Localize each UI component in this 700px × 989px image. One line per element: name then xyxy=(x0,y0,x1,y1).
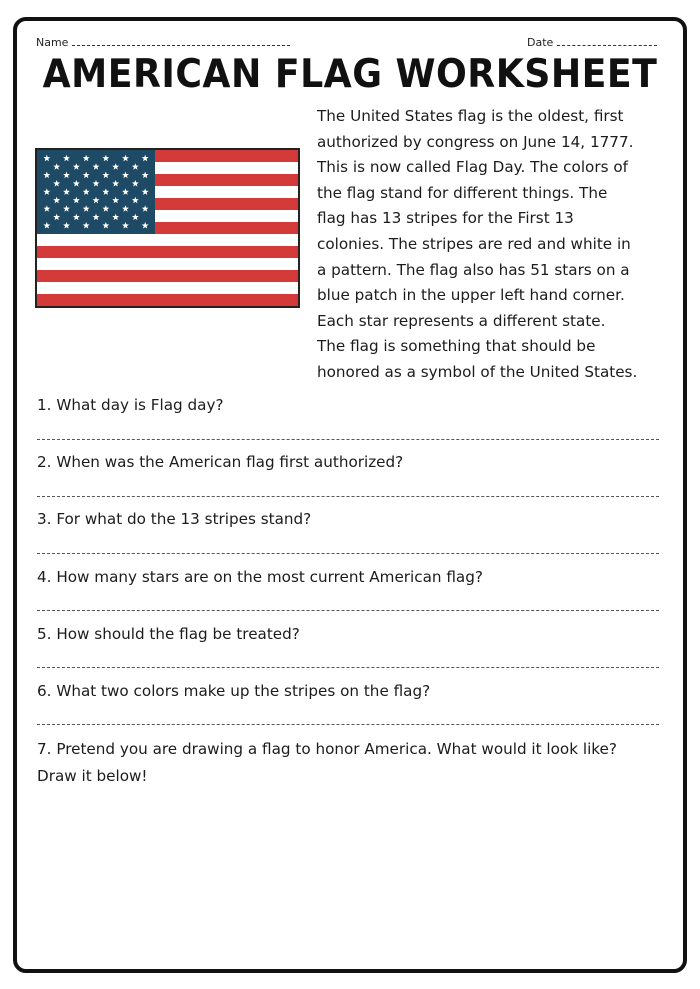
passage-line: blue patch in the upper left hand corner. xyxy=(317,286,625,305)
name-input-line[interactable] xyxy=(72,37,290,46)
date-input-line[interactable] xyxy=(557,37,657,46)
question-4: 4. How many stars are on the most current American flag? xyxy=(37,568,483,586)
passage-line: the flag stand for different things. The xyxy=(317,183,608,202)
question-7-continued: Draw it below! xyxy=(37,767,148,785)
drawing-area[interactable] xyxy=(37,800,659,950)
date-label: Date xyxy=(527,36,554,49)
passage-line: honored as a symbol of the United States. xyxy=(317,362,638,381)
answer-line-4[interactable] xyxy=(37,610,659,611)
passage-line: Each star represents a different state. xyxy=(317,311,606,330)
passage-line: colonies. The stripes are red and white in xyxy=(317,234,631,253)
passage-line: This is now called Flag Day. The colors of xyxy=(317,158,628,177)
flag-icon xyxy=(37,150,298,306)
question-1: 1. What day is Flag day? xyxy=(37,396,224,414)
passage-line: authorized by congress on June 14, 1777. xyxy=(317,132,634,151)
passage-line: The United States flag is the oldest, first xyxy=(317,107,624,125)
answer-line-5[interactable] xyxy=(37,667,659,668)
answer-line-1[interactable] xyxy=(37,439,659,440)
name-label: Name xyxy=(36,36,69,49)
passage-line: a pattern. The flag also has 51 stars on a xyxy=(317,260,630,279)
page-title: AMERICAN FLAG WORKSHEET xyxy=(42,52,658,97)
name-field[interactable] xyxy=(36,36,290,49)
question-6: 6. What two colors make up the stripes on the flag? xyxy=(37,682,431,700)
answer-line-3[interactable] xyxy=(37,553,659,554)
american-flag-image xyxy=(35,148,300,308)
question-7: 7. Pretend you are drawing a flag to honor America. What would it look like? xyxy=(37,740,617,758)
question-5: 5. How should the flag be treated? xyxy=(37,625,300,643)
date-field[interactable] xyxy=(527,36,657,49)
question-2: 2. When was the American flag first authorized? xyxy=(37,453,404,471)
passage-line: The flag is something that should be xyxy=(317,337,596,356)
passage-line: flag has 13 stripes for the First 13 xyxy=(317,209,574,228)
question-3: 3. For what do the 13 stripes stand? xyxy=(37,510,312,528)
reading-passage xyxy=(317,104,667,386)
answer-line-2[interactable] xyxy=(37,496,659,497)
answer-line-6[interactable] xyxy=(37,724,659,725)
